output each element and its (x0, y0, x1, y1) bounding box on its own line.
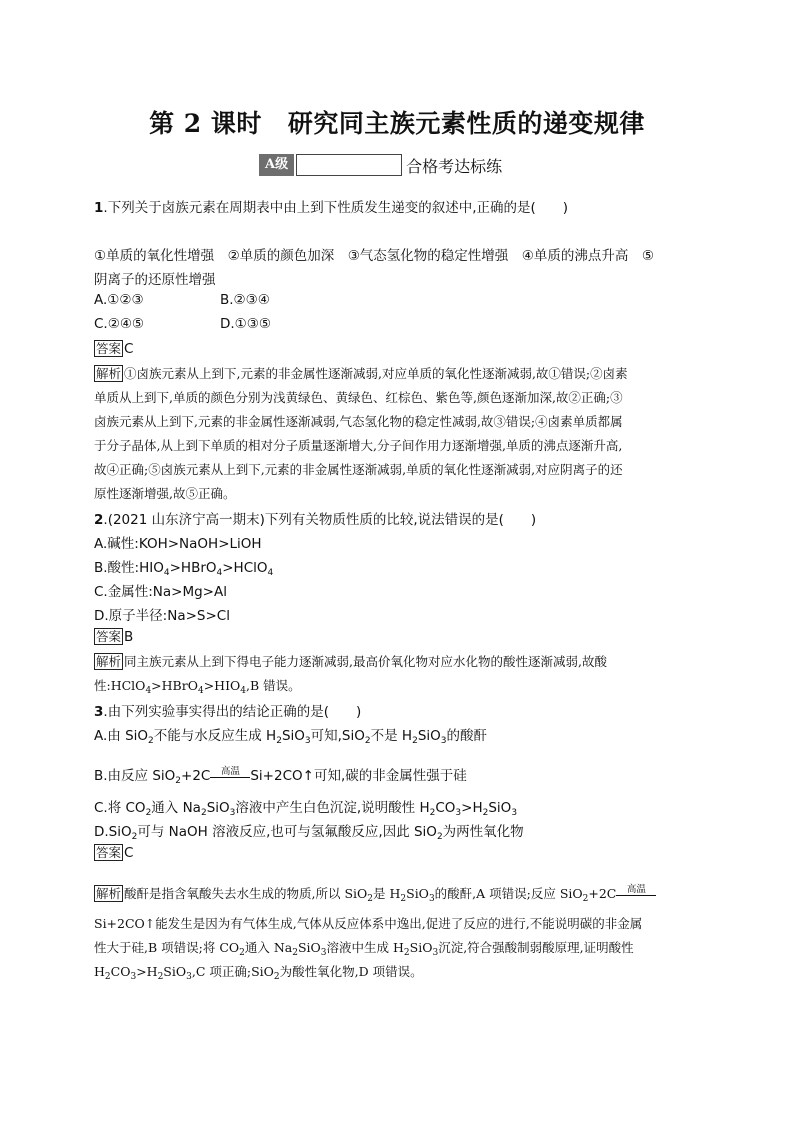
q1-options-row2 (94, 316, 271, 332)
answer-tag: 答案 (96, 341, 122, 356)
q2-explanation-line2: 性$:HClO_4>HBrO_4>HIO_4,B$ 错误。 (94, 678, 301, 696)
page-title (0, 104, 794, 140)
explain-tag: 解析 (96, 366, 122, 381)
q3-option-d: D.SiO$_2$可与 NaOH 溶液反应,也可与氢氟酸反应,因此 SiO$_2$为两性氧化物 (94, 824, 524, 842)
q1-answer: 答案 C (96, 341, 134, 357)
q2-stem: 2.(2021 山东济宁高一期末)下列有关物质性质的比较,说法错误的是( ) (94, 512, 537, 528)
q1-stem: 1.下列关于卤族元素在周期表中由上到下性质发生递变的叙述中,正确的是( ) (94, 200, 569, 216)
q1-option-c: C.②④⑤ (94, 316, 145, 332)
q2-option-d: D.原子半径:Na>S>Cl (94, 608, 230, 624)
lesson-number: 第 2 课时 (149, 109, 262, 138)
q1-items-line1: ①单质的氧化性增强 ②单质的颜色加深 ③气态氢化物的稳定性增强 ④单质的沸点升高 ⑤ (94, 248, 655, 264)
q3-stem: 3.由下列实验事实得出的结论正确的是( ) (94, 704, 362, 720)
q1-explanation-line1: 解析 ①卤族元素从上到下,元素的非金属性逐渐减弱,对应单质的氧化性逐渐减弱,故①错误;②卤素 (96, 366, 628, 381)
q3-explanation-line4: $H_2CO_3>H_2SiO_3,C$ 项正确;SiO$_2$为酸性氧化物,D 项错误。 (94, 964, 423, 982)
q3-option-c: C.将 $CO_2$通入 $Na_2SiO_3$溶液中产生白色沉淀,说明酸性 $H_2CO_3>H_2SiO_3$ (94, 800, 518, 818)
q3-explanation-line2: Si+2CO↑能发生是因为有气体生成,气体从反应体系中逸出,促进了反应的进行,不能说明碳的非金属 (94, 916, 643, 931)
answer-tag: 答案 (96, 629, 122, 644)
q2-option-c: C.金属性:Na>Mg>Al (94, 584, 227, 600)
explain-tag: 解析 (96, 654, 122, 669)
q2-option-a: A.碱性:KOH>NaOH>LiOH (94, 536, 262, 552)
q3-answer: 答案 C (96, 845, 134, 861)
q1-option-b: B.②③④ (220, 292, 270, 308)
q1-explanation-line3: 卤族元素从上到下,元素的非金属性逐渐减弱,气态氢化物的稳定性减弱,故③错误;④卤素单质都属 (94, 414, 623, 429)
q2-explanation-line1: 解析 同主族元素从上到下得电子能力逐渐减弱,最高价氧化物对应水化物的酸性逐渐减弱,故酸 (96, 654, 607, 669)
reaction-condition: 高温 (616, 895, 656, 902)
q1-explanation-line6: 原性逐渐增强,故⑤正确。 (94, 486, 236, 501)
q1-option-d: D.①③⑤ (220, 316, 271, 332)
q1-option-a: A.①②③ (94, 292, 144, 308)
q1-explanation-line4: 于分子晶体,从上到下单质的相对分子质量逐渐增大,分子间作用力逐渐增强,单质的沸点逐渐升高, (94, 438, 623, 453)
q3-option-b: B.由反应 SiO$_2$+2C 高温 Si+2CO↑可知,碳的非金属性强于硅 (94, 766, 467, 786)
q3-explanation-line1: 解析 酸酐是指含氧酸失去水生成的物质,所以 SiO$_2$是 $H_2SiO_3$的酸酐,A 项错误;反应 SiO$_2$+2C 高温 (94, 884, 656, 902)
q1-options-row1 (94, 292, 270, 308)
lesson-topic: 研究同主族元素性质的递变规律 (287, 109, 645, 138)
q3-explanation-line3: 性大于硅,B 项错误;将 $CO_2$通入 $Na_2SiO_3$溶液中生成 $H_2SiO_3$沉淀,符合强酸制弱酸原理,证明酸性 (94, 940, 634, 958)
q2-answer: 答案 B (96, 629, 134, 645)
q1-explanation-line2: 单质从上到下,单质的颜色分别为浅黄绿色、黄绿色、红棕色、紫色等,颜色逐渐加深,故②正确;③ (94, 390, 623, 405)
q1-items-line2: 阴离子的还原性增强 (94, 272, 216, 288)
q2-option-b: B.酸性$:HIO_4>HBrO_4>HClO_4$ (94, 560, 274, 578)
q1-explanation-line5: 故④正确;⑤卤族元素从上到下,元素的非金属性逐渐减弱,单质的氧化性逐渐减弱,对应阴离子的还 (94, 462, 623, 477)
reaction-condition: 高温 (210, 777, 250, 784)
answer-tag: 答案 (96, 845, 122, 860)
level-header (259, 153, 502, 177)
level-badge: A级 (259, 154, 294, 176)
level-box (296, 154, 402, 176)
q3-option-a: A.由 SiO$_2$不能与水反应生成 $H_2SiO_3$可知,SiO$_2$不是 $H_2SiO_3$的酸酐 (94, 728, 487, 746)
level-text: 合格考达标练 (406, 156, 503, 176)
explain-tag: 解析 (96, 886, 122, 901)
